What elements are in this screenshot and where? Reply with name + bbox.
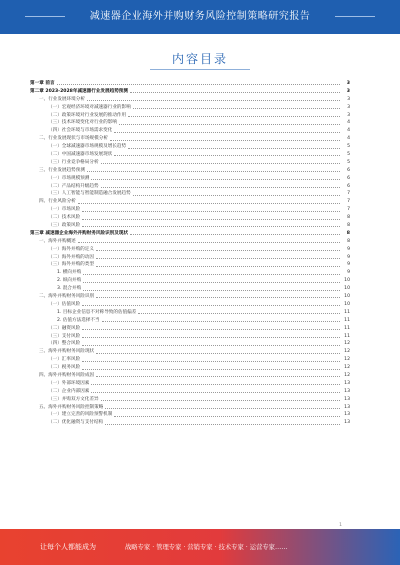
toc-entry-page: 9 [347, 246, 350, 252]
toc-leader-dots [110, 140, 340, 141]
toc-leader-dots [82, 219, 340, 220]
toc-entry-page: 8 [346, 230, 350, 236]
toc-entry-text: （四）整合风险 [48, 341, 81, 347]
page-number: 1 [339, 523, 342, 528]
toc-entry-text: （三）政策风险 [48, 223, 81, 229]
toc-entry-text: 三、行业发展趋势预测 [39, 167, 85, 173]
toc-entry[interactable] [30, 190, 350, 198]
toc-leader-dots [101, 400, 340, 401]
toc-entry[interactable] [30, 175, 350, 183]
toc-entry-text: （一）全球减速器市场规模及增长趋势 [48, 144, 127, 150]
toc-entry[interactable] [30, 206, 350, 214]
toc-entry-page: 13 [344, 388, 350, 394]
toc-leader-dots [57, 84, 340, 85]
toc-entry-page: 9 [347, 270, 350, 276]
toc-entry[interactable] [30, 80, 350, 88]
toc-leader-dots [105, 408, 340, 409]
toc-entry-page: 11 [344, 325, 350, 331]
toc-entry-text: 二、海外并购财务风险识别 [39, 294, 95, 300]
toc-leader-dots [102, 321, 340, 322]
toc-leader-dots [96, 250, 340, 251]
toc-entry-text: （三）海外并购的类型 [48, 262, 94, 268]
toc-leader-dots [133, 108, 340, 109]
toc-entry-text: （三）并购双方文化差异 [48, 396, 99, 402]
toc-entry-page: 9 [347, 262, 350, 268]
toc-leader-dots [82, 361, 340, 362]
toc-entry-page: 3 [346, 88, 350, 94]
toc-leader-dots [128, 148, 340, 149]
toc-entry-page: 4 [347, 120, 350, 126]
toc-entry[interactable] [30, 238, 350, 246]
toc-entry-text: （一）外部环境因素 [48, 380, 90, 386]
toc-leader-dots [78, 242, 340, 243]
toc-entry-page: 6 [347, 167, 350, 173]
toc-entry-text: （二）政策环境对行业发展的推动作用 [48, 112, 127, 118]
toc-leader-dots [82, 329, 340, 330]
toc-entry[interactable] [30, 96, 350, 104]
header-decor-left [25, 16, 65, 17]
toc-entry-page: 13 [344, 380, 350, 386]
toc-entry[interactable] [30, 135, 350, 143]
toc-entry-page: 10 [344, 278, 350, 284]
toc-entry[interactable] [30, 419, 350, 427]
toc-leader-dots [114, 416, 340, 417]
toc-leader-dots [82, 211, 340, 212]
toc-entry-page: 12 [344, 372, 350, 378]
toc-entry-page: 8 [347, 223, 350, 229]
toc-leader-dots [101, 163, 340, 164]
toc-leader-dots [128, 116, 340, 117]
toc-leader-dots [114, 155, 340, 156]
toc-title: 内容目录 [171, 52, 228, 66]
toc-entry[interactable] [30, 293, 350, 301]
toc-entry[interactable] [30, 254, 350, 262]
toc-entry[interactable] [30, 151, 350, 159]
toc-leader-dots [91, 392, 340, 393]
toc-entry[interactable] [30, 301, 350, 309]
toc-entry-page: 4 [347, 128, 350, 134]
toc-entry[interactable] [30, 167, 350, 175]
toc-entry-text: 3. 混合并购 [57, 286, 82, 292]
toc-entry[interactable] [30, 333, 350, 341]
toc-entry[interactable] [30, 261, 350, 269]
toc-entry-text: 一、海外并购概述 [39, 238, 76, 244]
table-of-contents [30, 80, 350, 520]
toc-leader-dots [130, 234, 340, 235]
toc-entry-text: 第三章 减速器企业海外并购财务风险识别及现状 [30, 230, 129, 236]
toc-entry[interactable] [30, 317, 350, 325]
toc-entry-page: 13 [344, 396, 350, 402]
toc-entry-text: 二、行业发展现状与市场规模分析 [39, 136, 108, 142]
toc-entry-text: （一）市场规模预测 [48, 175, 90, 181]
toc-entry-text: （三）技术环境变化对行业的影响 [48, 120, 117, 126]
toc-leader-dots [101, 187, 340, 188]
toc-leader-dots [87, 100, 340, 101]
toc-entry[interactable] [30, 127, 350, 135]
toc-entry-text: （二）中国减速器市场发展现状 [48, 152, 113, 158]
toc-entry-text: 第二章 2023-2028年减速器行业发展趋势预测 [30, 88, 128, 94]
toc-entry-text: （三）人工智能与智能制造融合发展趋势 [48, 191, 131, 197]
toc-entry-page: 13 [344, 412, 350, 418]
toc-entry[interactable] [30, 364, 350, 372]
toc-entry-page: 6 [347, 175, 350, 181]
toc-entry-text: （三）支付风险 [48, 333, 81, 339]
toc-entry-page: 7 [347, 199, 350, 205]
toc-leader-dots [105, 424, 340, 425]
toc-entry[interactable] [30, 404, 350, 412]
toc-entry-text: （二）产品结构升级趋势 [48, 183, 99, 189]
toc-leader-dots [96, 297, 340, 298]
toc-entry[interactable] [30, 356, 350, 364]
toc-entry-text: （三）行业竞争格局分析 [48, 159, 99, 165]
toc-leader-dots [96, 258, 340, 259]
toc-entry-text: 2. 纵向并购 [57, 278, 82, 284]
toc-entry-page: 8 [347, 238, 350, 244]
toc-leader-dots [96, 353, 340, 354]
toc-leader-dots [87, 171, 340, 172]
toc-leader-dots [82, 226, 340, 227]
toc-entry[interactable] [30, 88, 350, 96]
report-title: 减速器企业海外并购财务风险控制策略研究报告 [89, 11, 311, 22]
toc-entry[interactable] [30, 285, 350, 293]
toc-entry-page: 11 [344, 333, 350, 339]
toc-entry[interactable] [30, 183, 350, 191]
toc-entry-page: 3 [347, 104, 350, 110]
footer-services: 战略专家 · 管理专家 · 营销专家 · 技术专家 · 运营专家…… [125, 544, 288, 551]
toc-leader-dots [82, 337, 340, 338]
toc-entry-page: 5 [347, 144, 350, 150]
toc-entry-text: 三、海外并购财务风险现状 [39, 349, 95, 355]
toc-entry-page: 5 [347, 152, 350, 158]
toc-entry-page: 13 [344, 420, 350, 426]
toc-entry-text: 一、行业发展环境分析 [39, 96, 85, 102]
toc-entry[interactable] [30, 143, 350, 151]
toc-entry[interactable] [30, 388, 350, 396]
toc-entry-page: 12 [344, 349, 350, 355]
toc-entry-text: 1. 横向并购 [57, 270, 82, 276]
toc-entry-text: （一）市场风险 [48, 207, 81, 213]
toc-title-rule [150, 69, 250, 70]
toc-entry-text: 四、海外并购财务风险成因 [39, 372, 95, 378]
toc-entry-page: 10 [344, 301, 350, 307]
toc-entry[interactable] [30, 396, 350, 404]
toc-entry[interactable] [30, 309, 350, 317]
toc-entry-page: 12 [344, 341, 350, 347]
toc-entry[interactable] [30, 222, 350, 230]
toc-entry[interactable] [30, 159, 350, 167]
toc-entry-page: 8 [347, 215, 350, 221]
toc-entry-page: 3 [346, 81, 350, 86]
toc-entry-page: 10 [344, 286, 350, 292]
toc-entry-page: 11 [344, 309, 350, 315]
toc-entry-page: 3 [347, 96, 350, 102]
toc-entry[interactable] [30, 269, 350, 277]
toc-leader-dots [91, 384, 340, 385]
toc-entry-page: 10 [344, 294, 350, 300]
toc-entry[interactable] [30, 214, 350, 222]
toc-entry-text: （一）海外并购的定义 [48, 246, 94, 252]
toc-entry-text: 第一章 前言 [30, 81, 55, 86]
toc-entry-text: （二）优化融资与支付结构 [48, 420, 104, 426]
toc-entry-page: 7 [347, 207, 350, 213]
report-header [0, 0, 400, 34]
toc-entry-page: 4 [347, 136, 350, 142]
toc-entry[interactable] [30, 198, 350, 206]
toc-leader-dots [83, 290, 340, 291]
toc-leader-dots [96, 266, 340, 267]
toc-entry[interactable] [30, 340, 350, 348]
toc-entry-page: 5 [347, 159, 350, 165]
header-decor-right [335, 16, 375, 17]
toc-entry-text: （四）社会环境与市场需求变化 [48, 128, 113, 134]
toc-entry-text: 四、行业风险分析 [39, 199, 76, 205]
toc-entry[interactable] [30, 119, 350, 127]
toc-entry[interactable] [30, 104, 350, 112]
toc-entry-text: （一）汇率风险 [48, 357, 81, 363]
toc-leader-dots [82, 369, 340, 370]
toc-entry-text: （二）融资风险 [48, 325, 81, 331]
toc-entry[interactable] [30, 112, 350, 120]
toc-entry-page: 6 [347, 183, 350, 189]
toc-leader-dots [91, 179, 340, 180]
toc-entry-text: （二）技术风险 [48, 215, 81, 221]
toc-leader-dots [83, 274, 340, 275]
toc-entry-page: 12 [344, 365, 350, 371]
toc-leader-dots [82, 345, 340, 346]
toc-entry[interactable] [30, 411, 350, 419]
toc-leader-dots [130, 92, 340, 93]
toc-entry-page: 9 [347, 254, 350, 260]
toc-entry[interactable] [30, 380, 350, 388]
toc-entry-text: 2. 估值方法选择不当 [57, 317, 100, 323]
toc-entry-text: （一）建立完善的风险预警机制 [48, 412, 113, 418]
toc-leader-dots [78, 203, 340, 204]
toc-leader-dots [83, 282, 340, 283]
toc-entry-page: 3 [347, 112, 350, 118]
toc-entry-page: 13 [344, 404, 350, 410]
toc-leader-dots [138, 313, 340, 314]
toc-leader-dots [96, 376, 340, 377]
toc-leader-dots [114, 132, 340, 133]
toc-entry[interactable] [30, 246, 350, 254]
toc-entry-text: （一）宏观经济环境对减速器行业的影响 [48, 104, 131, 110]
promo-footer [0, 529, 400, 565]
toc-entry[interactable] [30, 277, 350, 285]
toc-entry-page: 11 [344, 317, 350, 323]
footer-tagline: 让每个人都能成为 [40, 543, 96, 551]
toc-entry-text: （二）税务风险 [48, 365, 81, 371]
toc-entry-page: 7 [347, 191, 350, 197]
toc-leader-dots [133, 195, 340, 196]
toc-leader-dots [119, 124, 340, 125]
toc-entry-text: 1. 目标企业信息不对称导致的估值偏差 [57, 309, 137, 315]
toc-entry[interactable] [30, 372, 350, 380]
toc-entry-page: 12 [344, 357, 350, 363]
toc-entry[interactable] [30, 325, 350, 333]
toc-entry[interactable] [30, 348, 350, 356]
toc-entry-text: 五、海外并购财务风险控制策略 [39, 404, 104, 410]
toc-entry-text: （二）企业内部因素 [48, 388, 90, 394]
toc-leader-dots [82, 305, 340, 306]
toc-entry[interactable] [30, 230, 350, 238]
toc-entry-text: （一）估值风险 [48, 301, 81, 307]
toc-entry-text: （二）海外并购的动因 [48, 254, 94, 260]
